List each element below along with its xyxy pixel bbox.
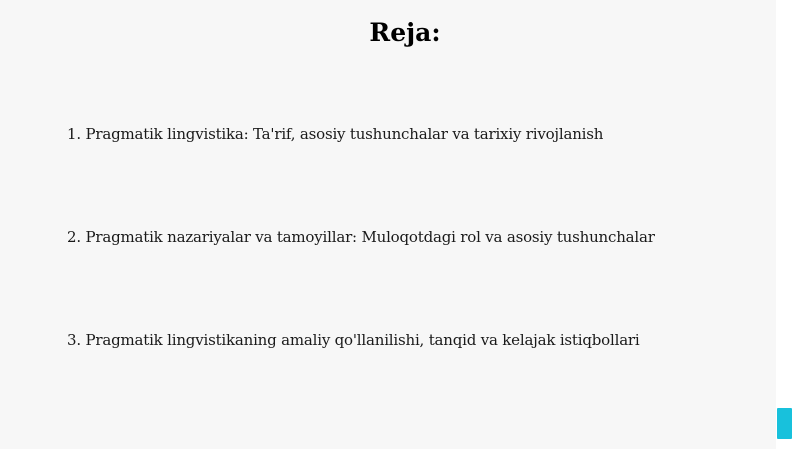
plan-item-1: 1. Pragmatik lingvistika: Ta'rif, asosiy tushunchalar va tarixiy rivojlanish — [67, 125, 604, 143]
scrollbar-track[interactable] — [776, 0, 800, 449]
scrollbar-thumb[interactable] — [777, 408, 792, 439]
plan-item-3: 3. Pragmatik lingvistikaning amaliy qo'llanilishi, tanqid va kelajak istiqbollari — [67, 331, 640, 349]
plan-item-2: 2. Pragmatik nazariyalar va tamoyillar: Muloqotdagi rol va asosiy tushunchalar — [67, 228, 655, 246]
slide-title: Reja: — [369, 18, 441, 47]
